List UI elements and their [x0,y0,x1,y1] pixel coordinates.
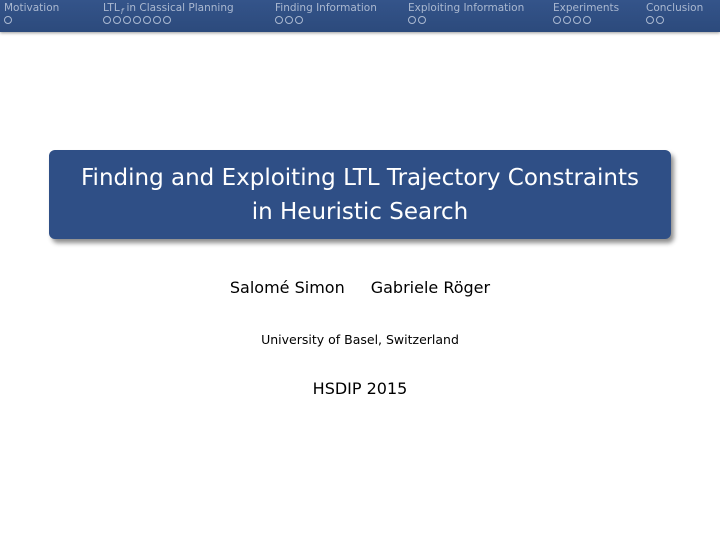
frame-dot-icon[interactable] [553,16,561,24]
title-line-2: in Heuristic Search [251,198,469,225]
conference-label: HSDIP 2015 [312,379,408,398]
nav-section-motivation[interactable]: Motivation [4,2,60,14]
frame-dot-icon[interactable] [275,16,283,24]
frame-dot-icon[interactable] [113,16,121,24]
frame-dot-icon[interactable] [563,16,571,24]
nav-ltl-subscript: f [120,7,124,16]
frame-dot-icon[interactable] [646,16,654,24]
authors [0,278,720,297]
frame-dot-icon[interactable] [163,16,171,24]
author-name: Gabriele Röger [370,278,491,297]
frame-dot-icon[interactable] [123,16,131,24]
nav-ltl-label: LTL [103,2,120,14]
nav-section-experiments[interactable]: Experiments [553,2,620,14]
nav-section-finding[interactable]: Finding Information [275,2,377,14]
nav-section-conclusion[interactable]: Conclusion [646,2,704,14]
nav-section-exploiting[interactable]: Exploiting Information [408,2,525,14]
nav-dots-finding [275,16,303,26]
nav-section-ltlf[interactable] [103,2,234,15]
title-box [49,150,671,239]
nav-dots-exploiting [408,16,426,26]
frame-dot-icon[interactable] [285,16,293,24]
frame-dot-icon[interactable] [133,16,141,24]
frame-dot-icon[interactable] [4,16,12,24]
frame-dot-icon[interactable] [295,16,303,24]
nav-ltl-rest: in Classical Planning [126,2,234,14]
frame-dot-icon[interactable] [573,16,581,24]
nav-dots-experiments [553,16,591,26]
title-line-1: Finding and Exploiting LTL Trajectory Constraints [81,164,639,191]
frame-dot-icon[interactable] [656,16,664,24]
frame-dot-icon[interactable] [418,16,426,24]
frame-dot-icon[interactable] [583,16,591,24]
nav-dots-motivation [4,16,12,26]
affiliation: University of Basel, Switzerland [261,332,459,347]
nav-dots-ltlf [103,16,171,26]
author-name: Salomé Simon [229,278,345,297]
frame-dot-icon[interactable] [103,16,111,24]
frame-dot-icon[interactable] [143,16,151,24]
nav-dots-conclusion [646,16,664,26]
navigation-bar [0,0,720,32]
frame-dot-icon[interactable] [153,16,161,24]
frame-dot-icon[interactable] [408,16,416,24]
